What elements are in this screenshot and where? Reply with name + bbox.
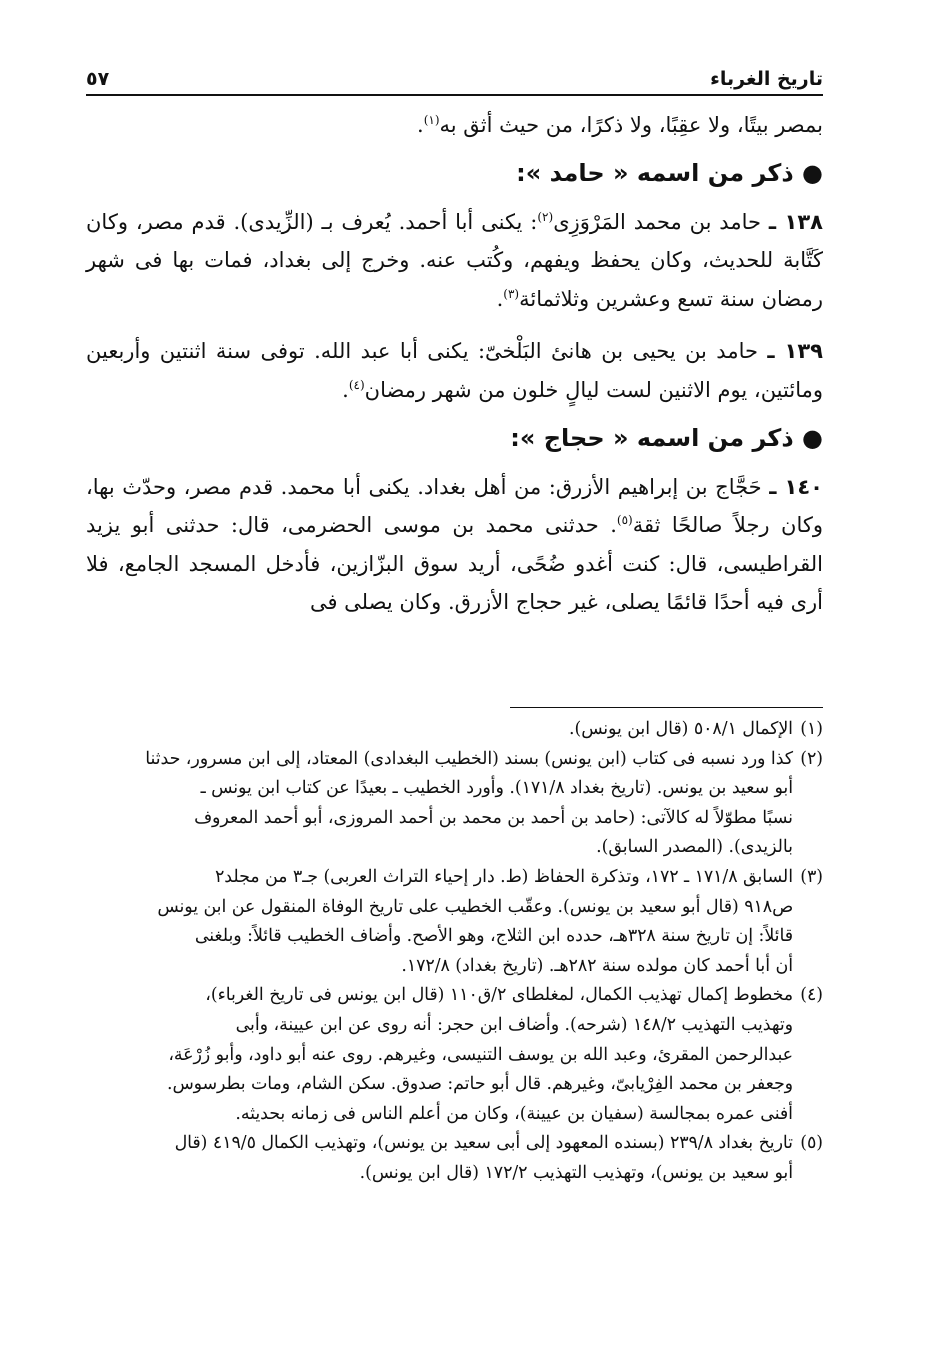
footnote-line: الإكمال ٥٠٨/١ (قال ابن يونس). bbox=[568, 719, 793, 739]
entry-140 bbox=[86, 468, 823, 622]
footnote-mark: (٤) bbox=[800, 985, 823, 1006]
header-rule bbox=[86, 94, 823, 96]
section-heading-hajjaj: ● ذكر من اسمه « حجاج »: bbox=[510, 423, 823, 452]
page-number: ٥٧ bbox=[86, 68, 110, 90]
intro-paragraph bbox=[86, 106, 823, 145]
footnote bbox=[86, 981, 823, 1129]
entry-number: ١٣٨ ـ bbox=[768, 209, 823, 234]
running-header bbox=[86, 58, 823, 90]
footnote-mark: (٣) bbox=[800, 866, 823, 887]
footnote-line: وتهذيب التهذيب ١٤٨/٢ (شرحه). وأضاف ابن حجر: أنه روى عن ابن عيينة، وأبى bbox=[235, 1014, 793, 1035]
footnote-line: وجعفر بن محمد الفِرْيابىّ، وغيرهم. قال أبو حاتم: صدوق. سكن الشام، ومات بطرسوس. bbox=[167, 1074, 793, 1095]
footnote-rule bbox=[510, 707, 823, 708]
footnote-line: نسبًا مطوّلاً له كالآتى: (حامد بن أحمد بن محمد بن أحمد المروزى، أبو أحمد المعروف bbox=[194, 807, 793, 828]
entry-138 bbox=[86, 203, 823, 319]
footnote-mark: (٥) bbox=[800, 1133, 823, 1154]
book-title: تاريخ الغرباء bbox=[710, 68, 823, 90]
entry-text: حامد بن يحيى بن هانئ البَلْخىّ: يكنى أبا عبد الله. توفى سنة اثنتين وأربعين ومائتين، يوم الاثنين لست ليالٍ خلون من شهر رمضان bbox=[86, 339, 823, 402]
footnote bbox=[86, 1129, 823, 1188]
footnote-line: أفنى عمره بمجالسة (سفيان بن عيينة)، وكان من أعلم الناس فى زمانه بحديثه. bbox=[235, 1103, 793, 1124]
footnote-line: عبدالرحمن المقرئ، وعبد الله بن يوسف التنيسى، وغيرهم. روى عنه أبو داود، وأبو زُرْعَة، bbox=[168, 1044, 793, 1065]
entry-end: . bbox=[496, 286, 504, 311]
footnote-ref: (٣) bbox=[503, 286, 520, 301]
entry-number: ١٣٩ ـ bbox=[767, 339, 823, 364]
footnote-line: قائلاً: إن تاريخ سنة ٣٢٨هـ، حدده ابن الثلاج، وهو الأصح. وأضاف الخطيب قائلاً: وبلغنى bbox=[194, 926, 793, 947]
footnote-ref: (٥) bbox=[616, 513, 633, 528]
footnote bbox=[86, 745, 823, 863]
footnotes-section bbox=[86, 715, 823, 1189]
entry-text: حَجَّاج بن إبراهيم الأزرق: من أهل بغداد. يكنى أبا محمد. قدم مصر، وحدّث بها، وكان رجلاً صالحًا ثقة bbox=[86, 474, 823, 538]
entry-text: حامد بن محمد المَرْوَزِى bbox=[553, 209, 769, 234]
footnote-ref: (١) bbox=[423, 113, 440, 127]
footnote-line: تاريخ بغداد ٢٣٩/٨ (بسنده المعهود إلى أبى سعيد بن يونس)، وتهذيب الكمال ٤١٩/٥ (قال bbox=[174, 1133, 793, 1154]
entry-end: . bbox=[342, 377, 349, 402]
footnote-line: أبو سعيد بن يونس)، وتهذيب التهذيب ١٧٢/٢ (قال ابن يونس). bbox=[359, 1162, 793, 1183]
footnote-line: كذا ورد نسبه فى كتاب (ابن يونس) بسند (الخطيب البغدادى) المعتاد، إلى ابن مسرور، حدثنا bbox=[145, 748, 793, 769]
footnote-line: السابق ١٧١/٨ ـ ١٧٢، وتذكرة الحفاظ (ط. دار إحياء التراث العربى) جـ٣ من مجلد٢ bbox=[215, 866, 793, 887]
entry-139 bbox=[86, 332, 823, 409]
footnote-mark: (١) bbox=[800, 719, 823, 739]
main-text bbox=[86, 106, 823, 622]
entry-number: ١٤٠ ـ bbox=[769, 474, 823, 499]
footnote-mark: (٢) bbox=[800, 748, 823, 769]
footnote-line: ص٩١٨ (قال أبو سعيد بن يونس). وعقّب الخطيب على تاريخ الوفاة المنقول عن ابن يونس bbox=[157, 896, 793, 917]
footnote-line: أن أبا أحمد كان مولده سنة ٢٨٢هـ. (تاريخ بغداد) ١٧٢/٨. bbox=[401, 955, 793, 976]
footnote-ref: (٤) bbox=[348, 377, 365, 392]
footnote-line: مخطوط إكمال تهذيب الكمال، لمغلطاى ٢/ق١١٠ (قال ابن يونس فى تاريخ الغرباء)، bbox=[205, 985, 793, 1006]
section-heading-hamid: ● ذكر من اسمه « حامد »: bbox=[516, 158, 823, 187]
entry-text: : يكنى أبا أحمد. يُعرف بـ (الزِّيدى). قدم مصر، وكان كَتَّابة للحديث، وكان يحفظ ويفهم، وكُتب عنه. وخرج إلى بغداد، فمات بها فى شهر رمضان سنة تسع وعشرين وثلاثمائة bbox=[86, 209, 823, 311]
footnote-line: بالزيدى). (المصدر السابق). bbox=[596, 837, 793, 858]
footnote-line: أبو سعيد بن يونس. (تاريخ بغداد ١٧١/٨). وأورد الخطيب ـ بعيدًا عن كتاب ابن يونس ـ bbox=[200, 778, 793, 799]
intro-text: بمصر بيتًا، ولا عقِبًا، ولا ذكرًا، من حيث أثق به bbox=[439, 113, 823, 137]
intro-end: . bbox=[417, 113, 424, 137]
footnote bbox=[86, 863, 823, 981]
footnote-ref: (٢) bbox=[537, 209, 554, 224]
footnote bbox=[86, 715, 823, 745]
entry-text: . حدثنى محمد بن موسى الحضرمى، قال: حدثنى أبو يزيد القراطيسى، قال: كنت أغدو ضُحًى، أريد سوق البزّازين، فأدخل المسجد الجامع، فلا أرى فيه أحدًا قائمًا يصلى، غير حجاج الأزرق. وكان يصلى فى bbox=[86, 513, 823, 615]
